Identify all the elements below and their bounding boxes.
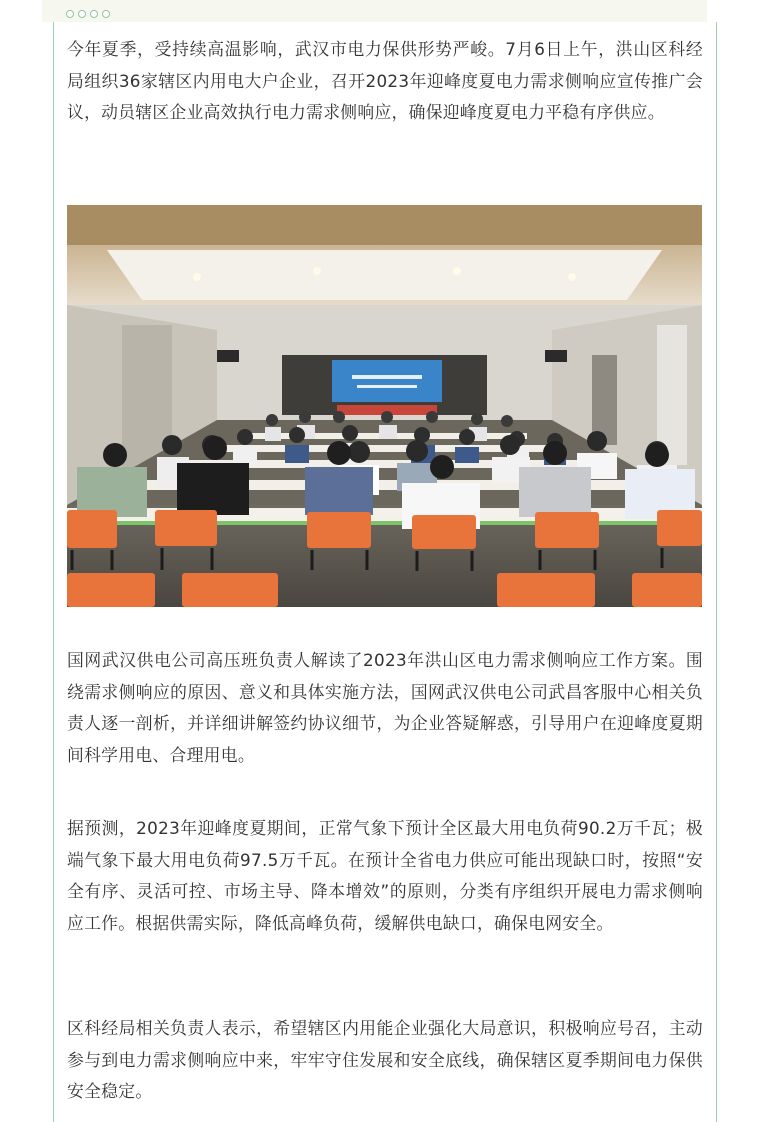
article-paragraph-statement: 区科经局相关负责人表示，希望辖区内用能企业强化大局意识，积极响应号召，主动参与到电力需求侧响应中来，牢牢守住发展和安全底线，确保辖区夏季期间电力保供安全稳定。 bbox=[67, 1018, 703, 1101]
dot-icon bbox=[102, 10, 110, 18]
meeting-photo bbox=[67, 205, 702, 607]
article-paragraph-intro: 今年夏季，受持续高温影响，武汉市电力保供形势严峻。7月6日上午，洪山区科经局组织36家辖区内用电大户企业，召开2023年迎峰度夏电力需求侧响应宣传推广会议，动员辖区企业高效执行电力需求侧响应，确保迎峰度夏电力平稳有序供应。 bbox=[67, 39, 703, 122]
decorative-header-band bbox=[42, 0, 707, 22]
dot-icon bbox=[90, 10, 98, 18]
decorative-dots bbox=[66, 10, 110, 18]
article-paragraph-briefing: 国网武汉供电公司高压班负责人解读了2023年洪山区电力需求侧响应工作方案。围绕需求侧响应的原因、意义和具体实施方法，国网武汉供电公司武昌客服中心相关负责人逐一剖析，并详细讲解签约协议细节，为企业答疑解惑，引导用户在迎峰度夏期间科学用电、合理用电。 bbox=[67, 650, 703, 765]
article-paragraph-forecast: 据预测，2023年迎峰度夏期间，正常气象下预计全区最大用电负荷90.2万千瓦；极端气象下最大用电负荷97.5万千瓦。在预计全省电力供应可能出现缺口时，按照“安全有序、灵活可控、市场主导、降本增效”的原则，分类有序组织开展电力需求侧响应工作。根据供需实际，降低高峰负荷，缓解供电缺口，确保电网安全。 bbox=[67, 818, 703, 933]
dot-icon bbox=[66, 10, 74, 18]
dot-icon bbox=[78, 10, 86, 18]
